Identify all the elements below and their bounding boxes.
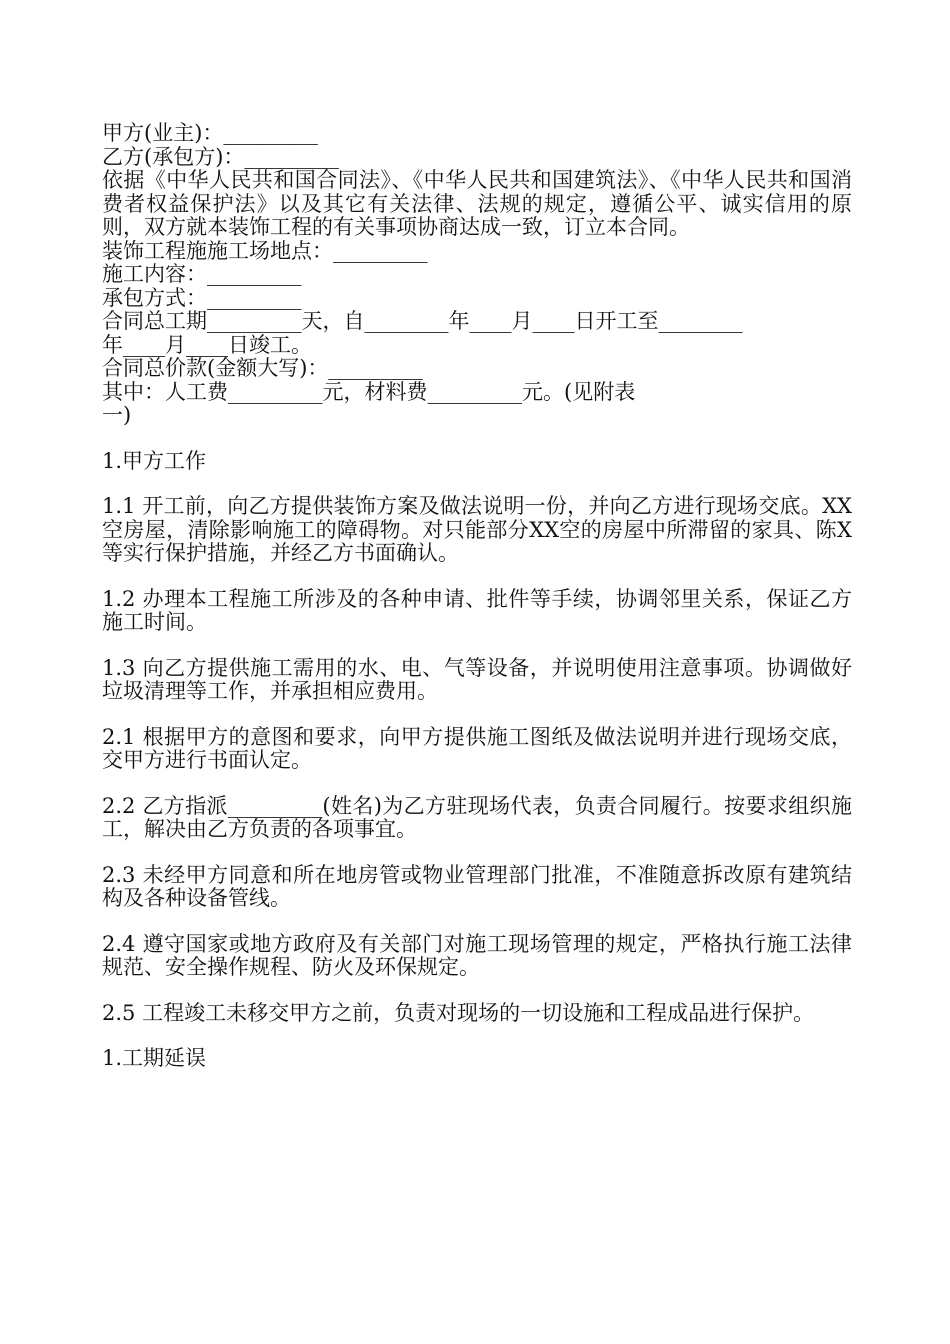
- spacer: [102, 842, 852, 864]
- clause-2-3: 2.3 未经甲方同意和所在地房管或物业管理部门批准，不准随意拆改原有建筑结构及各种设备管线。: [102, 862, 852, 910]
- content-field: 施工内容：_________: [102, 262, 302, 286]
- section-heading-party-a: 1.甲方工作: [102, 448, 207, 473]
- spacer: [102, 911, 852, 933]
- clause-1-3: 1.3 向乙方提供施工需用的水、电、气等设备，并说明使用注意事项。协调做好垃圾清理等工作，并承担相应费用。: [102, 655, 852, 703]
- party-a-line: 甲方(业主)：_________: [102, 121, 318, 145]
- site-field: 装饰工程施施工场地点：_________: [102, 238, 428, 263]
- clause-2-2: 2.2 乙方指派_________(姓名)为乙方驻现场代表，负责合同履行。按要求组织施工，解决由乙方负责的各项事宜。: [102, 793, 852, 841]
- spacer: [102, 635, 852, 657]
- breakdown-field-line2: 一): [102, 403, 132, 427]
- clause-1-1: 1.1 开工前，向乙方提供装饰方案及做法说明一份，并向乙方进行现场交底。XX空房屋，清除影响施工的障碍物。对只能部分XX空的房屋中所滞留的家具、陈X等实行保护措施，并经乙方书面确认。: [102, 494, 852, 565]
- spacer: [102, 428, 852, 450]
- clause-2-4: 2.4 遵守国家或地方政府及有关部门对施工现场管理的规定，严格执行施工法律规范、安全操作规程、防火及环保规定。: [102, 931, 852, 979]
- spacer: [102, 773, 852, 795]
- method-field: 承包方式：_________: [102, 285, 302, 310]
- clause-2-1: 2.1 根据甲方的意图和要求，向甲方提供施工图纸及做法说明并进行现场交底，交甲方进行书面认定。: [102, 724, 852, 772]
- spacer: [102, 566, 852, 588]
- spacer: [102, 473, 852, 495]
- clause-2-5: 2.5 工程竣工未移交甲方之前，负责对现场的一切设施和工程成品进行保护。: [102, 1000, 815, 1025]
- intro-paragraph: 依据《中华人民共和国合同法》、《中华人民共和国建筑法》、《中华人民共和国消费者权益保护法》以及其它有关法律、法规的规定，遵循公平、诚实信用的原则，双方就本装饰工程的有关事项协商达成一致，订立本合同。: [102, 168, 852, 239]
- period-field-line1: 合同总工期_________天，自________年____月____日开工至________: [102, 309, 743, 333]
- period-field-line2: 年____月____日竣工。: [102, 332, 312, 357]
- price-field: 合同总价款(金额大写)：_________: [102, 356, 423, 380]
- section-heading-delay: 1.工期延误: [102, 1046, 207, 1070]
- contract-document: [102, 122, 852, 1071]
- spacer: [102, 704, 852, 726]
- clause-1-2: 1.2 办理本工程施工所涉及的各种申请、批件等手续，协调邻里关系，保证乙方施工时间。: [102, 586, 852, 634]
- party-b-line: 乙方(承包方)：_________: [102, 144, 339, 169]
- spacer: [102, 980, 852, 1002]
- breakdown-field-line1: 其中：人工费_________元，材料费_________元。(见附表: [102, 379, 636, 404]
- spacer: [102, 1025, 852, 1047]
